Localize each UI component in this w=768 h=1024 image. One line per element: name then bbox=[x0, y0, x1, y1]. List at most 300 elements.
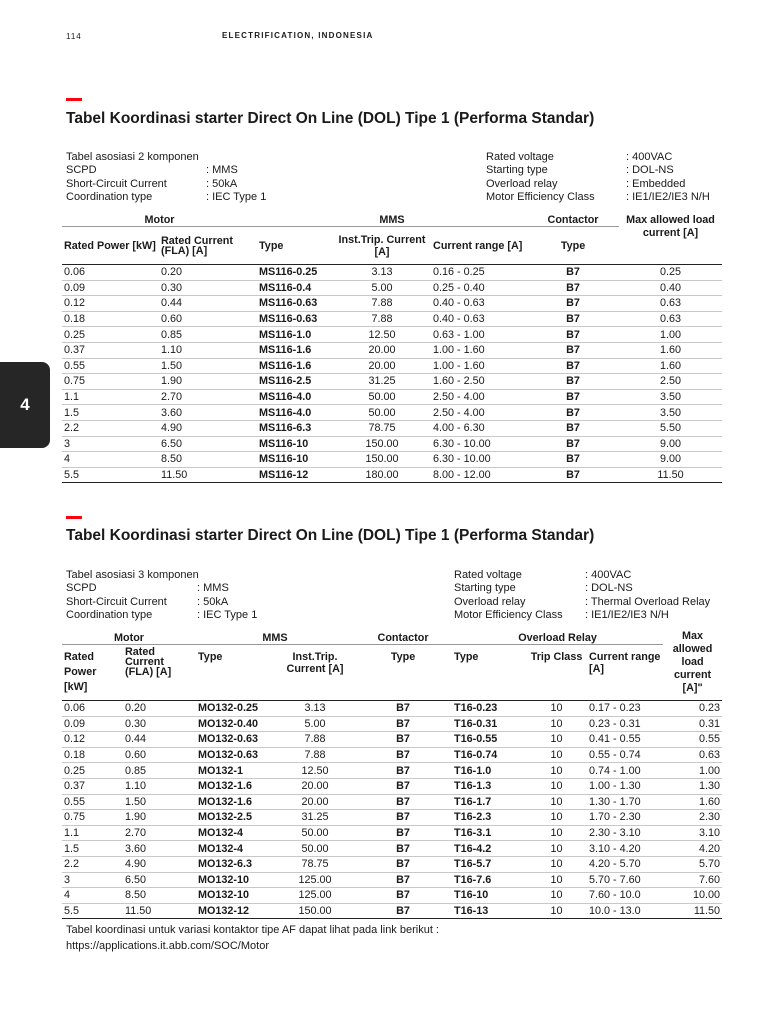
cell-contactor-type: B7 bbox=[354, 888, 452, 904]
cell-inst-trip: 7.88 bbox=[276, 732, 354, 748]
info-label: Rated voltage bbox=[454, 569, 522, 581]
cell-inst-trip: 20.00 bbox=[276, 794, 354, 810]
table-row bbox=[62, 327, 722, 343]
cell-mms-type: MS116-1.6 bbox=[257, 358, 333, 374]
cell-inst-trip: 125.00 bbox=[276, 872, 354, 888]
header-current-range: Current range [A] bbox=[589, 651, 661, 675]
cell-rated-current: 0.85 bbox=[159, 327, 257, 343]
cell-max-current: 9.00 bbox=[619, 436, 722, 452]
accent-dash bbox=[66, 98, 82, 101]
cell-current-range: 4.20 - 5.70 bbox=[587, 856, 663, 872]
footer-note-text: Tabel koordinasi untuk variasi kontaktor tipe AF dapat lihat pada link berikut : bbox=[66, 924, 439, 936]
table2 bbox=[62, 630, 722, 919]
cell-contactor-type: B7 bbox=[527, 311, 619, 327]
cell-max-current: 10.00 bbox=[663, 888, 722, 904]
table-row bbox=[62, 732, 722, 748]
cell-contactor-type: B7 bbox=[354, 856, 452, 872]
cell-current-range: 0.55 - 0.74 bbox=[587, 747, 663, 763]
cell-contactor-type: B7 bbox=[354, 763, 452, 779]
cell-contactor-type: B7 bbox=[354, 778, 452, 794]
table-row bbox=[62, 810, 722, 826]
cell-mms-type: MS116-10 bbox=[257, 436, 333, 452]
cell-rated-power: 0.12 bbox=[62, 296, 159, 312]
cell-mms-type: MO132-2.5 bbox=[196, 810, 276, 826]
cell-current-range: 0.41 - 0.55 bbox=[587, 732, 663, 748]
cell-mms-type: MO132-0.63 bbox=[196, 747, 276, 763]
cell-current-range: 0.17 - 0.23 bbox=[587, 701, 663, 717]
header-inst-trip: Inst.Trip. Current [A] bbox=[338, 233, 426, 258]
cell-inst-trip: 125.00 bbox=[276, 888, 354, 904]
cell-mms-type: MS116-0.63 bbox=[257, 311, 333, 327]
cell-max-current: 0.25 bbox=[619, 265, 722, 281]
cell-contactor-type: B7 bbox=[527, 374, 619, 390]
group-motor: Motor bbox=[62, 630, 196, 645]
cell-current-range: 1.00 - 1.60 bbox=[431, 358, 527, 374]
cell-rated-power: 0.06 bbox=[62, 265, 159, 281]
table-row bbox=[62, 405, 722, 421]
info-value: : 50kA bbox=[206, 177, 238, 190]
cell-inst-trip: 7.88 bbox=[333, 296, 431, 312]
running-header: ELECTRIFICATION, INDONESIA bbox=[222, 31, 374, 40]
table-row bbox=[62, 389, 722, 405]
info-value: : Embedded bbox=[626, 177, 686, 190]
cell-mms-type: MS116-4.0 bbox=[257, 389, 333, 405]
cell-overload-type: T16-0.55 bbox=[452, 732, 526, 748]
info-row bbox=[486, 164, 710, 177]
cell-rated-current: 1.50 bbox=[123, 794, 196, 810]
cell-inst-trip: 50.00 bbox=[276, 825, 354, 841]
cell-rated-power: 1.1 bbox=[62, 389, 159, 405]
cell-mms-type: MO132-10 bbox=[196, 872, 276, 888]
cell-max-current: 2.50 bbox=[619, 374, 722, 390]
table-row bbox=[62, 374, 722, 390]
info-row bbox=[66, 164, 266, 177]
table1-right-info bbox=[486, 151, 710, 205]
info-row bbox=[66, 151, 266, 164]
cell-current-range: 0.40 - 0.63 bbox=[431, 296, 527, 312]
cell-trip-class: 10 bbox=[526, 716, 587, 732]
cell-current-range: 0.25 - 0.40 bbox=[431, 280, 527, 296]
table1 bbox=[62, 212, 722, 483]
cell-rated-current: 0.60 bbox=[159, 311, 257, 327]
header-trip-class: Trip Class bbox=[530, 651, 583, 663]
cell-current-range: 1.60 - 2.50 bbox=[431, 374, 527, 390]
info-label: Motor Efficiency Class bbox=[486, 191, 595, 204]
info-row bbox=[486, 151, 710, 164]
cell-trip-class: 10 bbox=[526, 856, 587, 872]
cell-inst-trip: 150.00 bbox=[333, 452, 431, 468]
table-row bbox=[62, 452, 722, 468]
cell-overload-type: T16-7.6 bbox=[452, 872, 526, 888]
footer-note bbox=[66, 922, 439, 954]
page-number: 114 bbox=[66, 32, 82, 41]
table-row bbox=[62, 778, 722, 794]
table-row bbox=[62, 296, 722, 312]
cell-trip-class: 10 bbox=[526, 747, 587, 763]
chapter-tab[interactable]: 4 bbox=[0, 362, 50, 448]
cell-rated-power: 2.2 bbox=[62, 420, 159, 436]
header-inst-trip: Inst.Trip. Current [A] bbox=[286, 651, 344, 675]
cell-contactor-type: B7 bbox=[527, 327, 619, 343]
table-row bbox=[62, 747, 722, 763]
cell-max-current: 5.70 bbox=[663, 856, 722, 872]
table1-left-info bbox=[66, 151, 266, 205]
cell-overload-type: T16-0.31 bbox=[452, 716, 526, 732]
cell-rated-current: 11.50 bbox=[123, 903, 196, 919]
cell-rated-current: 1.90 bbox=[123, 810, 196, 826]
cell-rated-current: 3.60 bbox=[159, 405, 257, 421]
cell-mms-type: MS116-4.0 bbox=[257, 405, 333, 421]
cell-mms-type: MO132-10 bbox=[196, 888, 276, 904]
cell-contactor-type: B7 bbox=[354, 841, 452, 857]
cell-current-range: 5.70 - 7.60 bbox=[587, 872, 663, 888]
cell-max-current: 0.63 bbox=[663, 747, 722, 763]
cell-current-range: 3.10 - 4.20 bbox=[587, 841, 663, 857]
cell-current-range: 8.00 - 12.00 bbox=[431, 467, 527, 483]
info-row bbox=[454, 569, 710, 582]
cell-rated-power: 2.2 bbox=[62, 856, 123, 872]
table-row bbox=[62, 903, 722, 919]
table-row bbox=[62, 467, 722, 483]
info-value: : 400VAC bbox=[626, 151, 673, 163]
cell-contactor-type: B7 bbox=[354, 903, 452, 919]
info-value: : IEC Type 1 bbox=[206, 191, 267, 204]
cell-mms-type: MS116-2.5 bbox=[257, 374, 333, 390]
table-row bbox=[62, 311, 722, 327]
cell-rated-power: 4 bbox=[62, 888, 123, 904]
cell-contactor-type: B7 bbox=[354, 732, 452, 748]
cell-overload-type: T16-10 bbox=[452, 888, 526, 904]
table-row bbox=[62, 888, 722, 904]
cell-rated-current: 4.90 bbox=[159, 420, 257, 436]
group-mms: MMS bbox=[196, 630, 354, 645]
cell-mms-type: MO132-1.6 bbox=[196, 778, 276, 794]
cell-contactor-type: B7 bbox=[527, 452, 619, 468]
cell-max-current: 7.60 bbox=[663, 872, 722, 888]
info-row bbox=[486, 191, 710, 204]
cell-rated-current: 0.60 bbox=[123, 747, 196, 763]
cell-contactor-type: B7 bbox=[354, 701, 452, 717]
cell-rated-power: 0.25 bbox=[62, 763, 123, 779]
table-row bbox=[62, 716, 722, 732]
info-value: : IE1/IE2/IE3 N/H bbox=[626, 191, 710, 204]
cell-overload-type: T16-1.3 bbox=[452, 778, 526, 794]
cell-rated-current: 6.50 bbox=[123, 872, 196, 888]
cell-mms-type: MS116-10 bbox=[257, 452, 333, 468]
header-rated-power: Rated Power [kW] bbox=[64, 239, 156, 252]
info-label: Overload relay bbox=[486, 177, 558, 190]
cell-inst-trip: 150.00 bbox=[333, 436, 431, 452]
cell-mms-type: MS116-1.6 bbox=[257, 342, 333, 358]
cell-rated-power: 0.18 bbox=[62, 311, 159, 327]
info-row bbox=[66, 609, 257, 622]
cell-rated-current: 0.20 bbox=[159, 265, 257, 281]
cell-rated-current: 4.90 bbox=[123, 856, 196, 872]
cell-max-current: 0.23 bbox=[663, 701, 722, 717]
cell-max-current: 1.00 bbox=[663, 763, 722, 779]
cell-contactor-type: B7 bbox=[354, 794, 452, 810]
cell-max-current: 1.60 bbox=[619, 342, 722, 358]
info-value: : MMS bbox=[197, 582, 229, 595]
table-row bbox=[62, 841, 722, 857]
cell-inst-trip: 5.00 bbox=[333, 280, 431, 296]
cell-current-range: 7.60 - 10.0 bbox=[587, 888, 663, 904]
cell-current-range: 1.00 - 1.60 bbox=[431, 342, 527, 358]
cell-contactor-type: B7 bbox=[354, 716, 452, 732]
cell-mms-type: MS116-12 bbox=[257, 467, 333, 483]
info-label: Overload relay bbox=[454, 595, 526, 608]
info-label: SCPD bbox=[66, 164, 97, 177]
group-overload-relay: Overload Relay bbox=[452, 630, 663, 645]
cell-contactor-type: B7 bbox=[527, 467, 619, 483]
cell-inst-trip: 50.00 bbox=[276, 841, 354, 857]
cell-trip-class: 10 bbox=[526, 778, 587, 794]
cell-max-current: 0.55 bbox=[663, 732, 722, 748]
cell-inst-trip: 78.75 bbox=[276, 856, 354, 872]
cell-rated-current: 8.50 bbox=[123, 888, 196, 904]
group-max-allowed: Max allowed load current [A] bbox=[626, 214, 715, 239]
info-row bbox=[454, 609, 710, 622]
cell-rated-current: 6.50 bbox=[159, 436, 257, 452]
cell-rated-power: 0.09 bbox=[62, 280, 159, 296]
table-row bbox=[62, 358, 722, 374]
table2-right-info bbox=[454, 569, 710, 623]
cell-contactor-type: B7 bbox=[527, 280, 619, 296]
cell-rated-current: 1.90 bbox=[159, 374, 257, 390]
cell-rated-power: 0.37 bbox=[62, 778, 123, 794]
info-value: : DOL-NS bbox=[626, 164, 674, 177]
header-rated-current: Rated Current (FLA) [A] bbox=[161, 234, 233, 257]
cell-mms-type: MS116-0.63 bbox=[257, 296, 333, 312]
cell-rated-current: 2.70 bbox=[159, 389, 257, 405]
accent-dash bbox=[66, 516, 82, 519]
cell-trip-class: 10 bbox=[526, 810, 587, 826]
cell-mms-type: MO132-4 bbox=[196, 841, 276, 857]
cell-rated-power: 1.5 bbox=[62, 405, 159, 421]
cell-mms-type: MO132-0.40 bbox=[196, 716, 276, 732]
cell-mms-type: MO132-1.6 bbox=[196, 794, 276, 810]
cell-rated-power: 0.75 bbox=[62, 810, 123, 826]
cell-contactor-type: B7 bbox=[527, 296, 619, 312]
info-label: Rated voltage bbox=[486, 151, 554, 163]
cell-rated-power: 3 bbox=[62, 872, 123, 888]
cell-current-range: 0.63 - 1.00 bbox=[431, 327, 527, 343]
cell-current-range: 6.30 - 10.00 bbox=[431, 452, 527, 468]
group-mms: MMS bbox=[257, 212, 527, 227]
cell-trip-class: 10 bbox=[526, 888, 587, 904]
cell-mms-type: MO132-12 bbox=[196, 903, 276, 919]
cell-rated-current: 0.85 bbox=[123, 763, 196, 779]
table-row bbox=[62, 825, 722, 841]
cell-current-range: 2.50 - 4.00 bbox=[431, 389, 527, 405]
cell-inst-trip: 3.13 bbox=[276, 701, 354, 717]
cell-inst-trip: 5.00 bbox=[276, 716, 354, 732]
cell-contactor-type: B7 bbox=[354, 810, 452, 826]
group-motor: Motor bbox=[62, 212, 257, 227]
cell-contactor-type: B7 bbox=[527, 265, 619, 281]
info-label: Motor Efficiency Class bbox=[454, 609, 563, 622]
cell-inst-trip: 50.00 bbox=[333, 405, 431, 421]
cell-overload-type: T16-0.23 bbox=[452, 701, 526, 717]
cell-trip-class: 10 bbox=[526, 841, 587, 857]
cell-rated-power: 5.5 bbox=[62, 903, 123, 919]
cell-rated-current: 2.70 bbox=[123, 825, 196, 841]
cell-rated-current: 11.50 bbox=[159, 467, 257, 483]
cell-current-range: 6.30 - 10.00 bbox=[431, 436, 527, 452]
cell-inst-trip: 20.00 bbox=[276, 778, 354, 794]
cell-inst-trip: 12.50 bbox=[333, 327, 431, 343]
cell-overload-type: T16-4.2 bbox=[452, 841, 526, 857]
cell-inst-trip: 50.00 bbox=[333, 389, 431, 405]
cell-mms-type: MO132-0.63 bbox=[196, 732, 276, 748]
cell-mms-type: MO132-6.3 bbox=[196, 856, 276, 872]
info-row bbox=[66, 178, 266, 191]
cell-inst-trip: 150.00 bbox=[276, 903, 354, 919]
info-value: : MMS bbox=[206, 164, 238, 177]
info-row bbox=[66, 582, 257, 595]
info-label: Coordination type bbox=[66, 191, 153, 204]
footer-link[interactable]: https://applications.it.abb.com/SOC/Motor bbox=[66, 940, 269, 952]
cell-overload-type: T16-1.7 bbox=[452, 794, 526, 810]
group-contactor: Contactor bbox=[354, 630, 452, 645]
cell-max-current: 11.50 bbox=[663, 903, 722, 919]
info-row bbox=[66, 596, 257, 609]
info-value: : IEC Type 1 bbox=[197, 609, 258, 622]
cell-overload-type: T16-5.7 bbox=[452, 856, 526, 872]
table-row bbox=[62, 794, 722, 810]
cell-contactor-type: B7 bbox=[527, 358, 619, 374]
cell-rated-power: 0.37 bbox=[62, 342, 159, 358]
info-value: : DOL-NS bbox=[585, 582, 633, 595]
cell-current-range: 1.30 - 1.70 bbox=[587, 794, 663, 810]
cell-contactor-type: B7 bbox=[527, 389, 619, 405]
cell-max-current: 0.63 bbox=[619, 311, 722, 327]
cell-rated-current: 0.20 bbox=[123, 701, 196, 717]
group-max-allowed: Max allowed load current [A]" bbox=[672, 630, 713, 694]
cell-inst-trip: 7.88 bbox=[333, 311, 431, 327]
cell-contactor-type: B7 bbox=[527, 436, 619, 452]
cell-rated-current: 8.50 bbox=[159, 452, 257, 468]
table-row bbox=[62, 872, 722, 888]
cell-rated-power: 0.55 bbox=[62, 794, 123, 810]
cell-inst-trip: 180.00 bbox=[333, 467, 431, 483]
table2-title: Tabel Koordinasi starter Direct On Line (DOL) Tipe 1 (Performa Standar) bbox=[66, 527, 595, 544]
cell-inst-trip: 31.25 bbox=[276, 810, 354, 826]
info-label: Tabel asosiasi 3 komponen bbox=[66, 569, 199, 581]
header-overload-type: Type bbox=[454, 651, 479, 663]
cell-mms-type: MO132-1 bbox=[196, 763, 276, 779]
cell-mms-type: MS116-1.0 bbox=[257, 327, 333, 343]
cell-max-current: 11.50 bbox=[619, 467, 722, 483]
cell-rated-power: 1.1 bbox=[62, 825, 123, 841]
cell-max-current: 3.50 bbox=[619, 389, 722, 405]
cell-inst-trip: 3.13 bbox=[333, 265, 431, 281]
cell-rated-power: 0.18 bbox=[62, 747, 123, 763]
table-row bbox=[62, 436, 722, 452]
cell-inst-trip: 20.00 bbox=[333, 342, 431, 358]
table-row bbox=[62, 763, 722, 779]
cell-current-range: 1.70 - 2.30 bbox=[587, 810, 663, 826]
info-label: Starting type bbox=[454, 582, 516, 595]
cell-inst-trip: 7.88 bbox=[276, 747, 354, 763]
info-label: Coordination type bbox=[66, 609, 153, 622]
cell-overload-type: T16-13 bbox=[452, 903, 526, 919]
info-label: Starting type bbox=[486, 164, 548, 177]
cell-max-current: 0.63 bbox=[619, 296, 722, 312]
cell-current-range: 4.00 - 6.30 bbox=[431, 420, 527, 436]
table-row bbox=[62, 856, 722, 872]
cell-inst-trip: 12.50 bbox=[276, 763, 354, 779]
cell-current-range: 0.40 - 0.63 bbox=[431, 311, 527, 327]
cell-rated-power: 5.5 bbox=[62, 467, 159, 483]
cell-rated-power: 0.55 bbox=[62, 358, 159, 374]
cell-mms-type: MS116-6.3 bbox=[257, 420, 333, 436]
header-rated-current: Rated Current (FLA) [A] bbox=[125, 646, 172, 678]
cell-rated-power: 0.75 bbox=[62, 374, 159, 390]
cell-inst-trip: 78.75 bbox=[333, 420, 431, 436]
cell-overload-type: T16-1.0 bbox=[452, 763, 526, 779]
table2-left-info bbox=[66, 569, 257, 623]
cell-max-current: 1.60 bbox=[663, 794, 722, 810]
cell-trip-class: 10 bbox=[526, 763, 587, 779]
info-row bbox=[66, 191, 266, 204]
cell-current-range: 2.50 - 4.00 bbox=[431, 405, 527, 421]
table-row bbox=[62, 265, 722, 281]
cell-rated-power: 0.09 bbox=[62, 716, 123, 732]
cell-current-range: 10.0 - 13.0 bbox=[587, 903, 663, 919]
cell-current-range: 0.74 - 1.00 bbox=[587, 763, 663, 779]
cell-rated-current: 3.60 bbox=[123, 841, 196, 857]
cell-overload-type: T16-0.74 bbox=[452, 747, 526, 763]
cell-rated-current: 0.44 bbox=[159, 296, 257, 312]
header-current-range: Current range [A] bbox=[433, 239, 523, 252]
cell-trip-class: 10 bbox=[526, 732, 587, 748]
cell-max-current: 0.31 bbox=[663, 716, 722, 732]
cell-max-current: 9.00 bbox=[619, 452, 722, 468]
cell-mms-type: MO132-0.25 bbox=[196, 701, 276, 717]
cell-overload-type: T16-3.1 bbox=[452, 825, 526, 841]
cell-contactor-type: B7 bbox=[354, 747, 452, 763]
info-row bbox=[486, 178, 710, 191]
cell-max-current: 1.00 bbox=[619, 327, 722, 343]
cell-rated-current: 0.30 bbox=[123, 716, 196, 732]
cell-trip-class: 10 bbox=[526, 872, 587, 888]
cell-current-range: 0.23 - 0.31 bbox=[587, 716, 663, 732]
cell-rated-current: 1.10 bbox=[123, 778, 196, 794]
info-label: SCPD bbox=[66, 582, 97, 595]
cell-inst-trip: 20.00 bbox=[333, 358, 431, 374]
cell-max-current: 3.10 bbox=[663, 825, 722, 841]
table-row bbox=[62, 342, 722, 358]
cell-trip-class: 10 bbox=[526, 794, 587, 810]
cell-contactor-type: B7 bbox=[354, 825, 452, 841]
cell-rated-current: 0.44 bbox=[123, 732, 196, 748]
cell-current-range: 1.00 - 1.30 bbox=[587, 778, 663, 794]
cell-mms-type: MO132-4 bbox=[196, 825, 276, 841]
info-row bbox=[66, 569, 257, 582]
cell-inst-trip: 31.25 bbox=[333, 374, 431, 390]
cell-rated-current: 0.30 bbox=[159, 280, 257, 296]
cell-mms-type: MS116-0.4 bbox=[257, 280, 333, 296]
cell-max-current: 0.40 bbox=[619, 280, 722, 296]
info-label: Tabel asosiasi 2 komponen bbox=[66, 151, 199, 163]
cell-max-current: 4.20 bbox=[663, 841, 722, 857]
cell-rated-power: 0.06 bbox=[62, 701, 123, 717]
info-value: : 50kA bbox=[197, 595, 229, 608]
info-value: : IE1/IE2/IE3 N/H bbox=[585, 609, 669, 622]
cell-max-current: 2.30 bbox=[663, 810, 722, 826]
cell-max-current: 5.50 bbox=[619, 420, 722, 436]
